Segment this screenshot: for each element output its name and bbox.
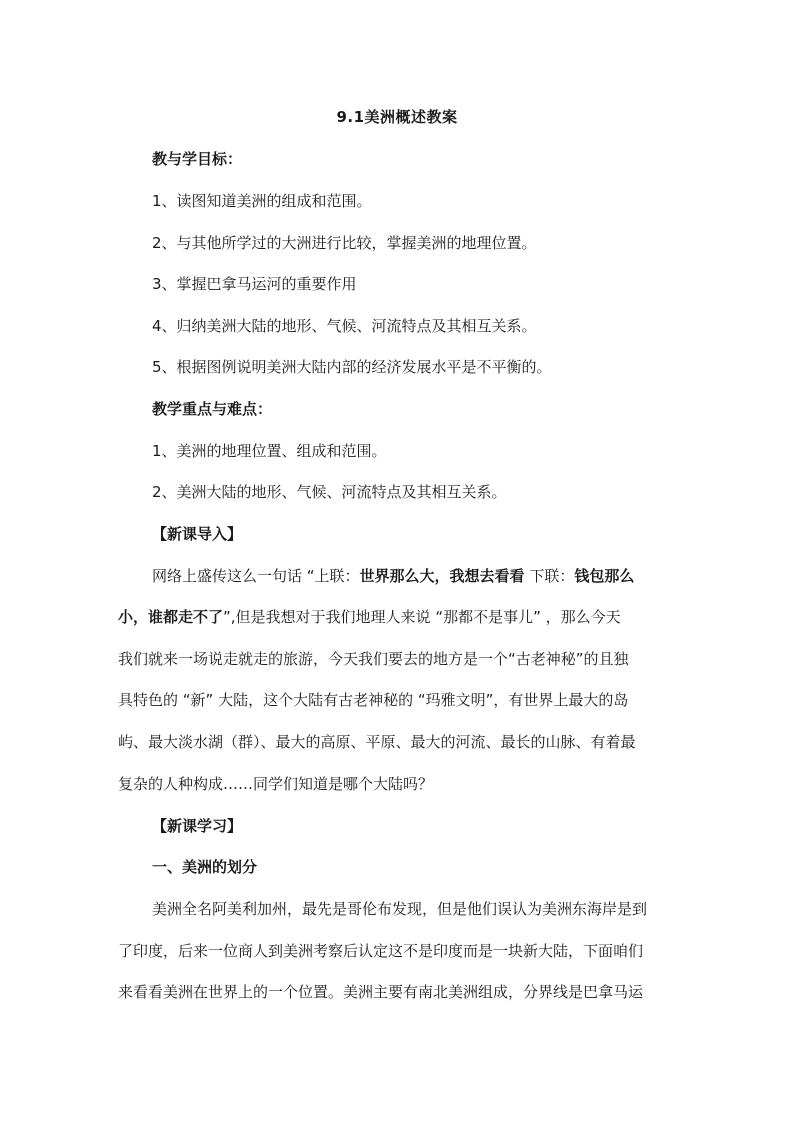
study-heading: 【新课学习】 <box>152 817 243 835</box>
intro-heading: 【新课导入】 <box>152 525 243 543</box>
objective-item: 3、掌握巴拿马运河的重要作用 <box>152 275 357 293</box>
study-line-3: 来看看美洲在世界上的一个位置。美洲主要有南北美洲组成，分界线是巴拿马运 <box>118 983 644 1001</box>
objective-item: 4、归纳美洲大陆的地形、气候、河流特点及其相互关系。 <box>152 317 537 335</box>
objective-item: 5、根据图例说明美洲大陆内部的经济发展水平是不平衡的。 <box>152 358 552 376</box>
intro-line-3: 我们就来一场说走就走的旅游，今天我们要去的地方是一个“古老神秘”的且独 <box>118 650 629 668</box>
objective-item: 1、读图知道美洲的组成和范围。 <box>152 192 372 210</box>
document-title: 9.1美洲概述教案 <box>336 108 458 126</box>
intro-line-1-bold-1: 世界那么大，我想去看看 <box>359 567 525 585</box>
key-points-heading: 教学重点与难点： <box>152 400 273 418</box>
key-point-item: 2、美洲大陆的地形、气候、河流特点及其相互关系。 <box>152 483 507 501</box>
intro-line-2-bold: 小，谁都走不了 <box>118 608 224 626</box>
key-point-item: 1、美洲的地理位置、组成和范围。 <box>152 442 387 460</box>
intro-line-1-pre: 网络上盛传这么一句话 “上联： <box>152 567 360 585</box>
objective-item: 2、与其他所学过的大洲进行比较，掌握美洲的地理位置。 <box>152 234 537 252</box>
objectives-heading: 教与学目标： <box>152 150 243 168</box>
study-line-2: 了印度，后来一位商人到美洲考察后认定这不是印度而是一块新大陆，下面咱们 <box>118 942 644 960</box>
intro-line-2 <box>118 606 678 628</box>
intro-line-5: 屿、最大淡水湖（群）、最大的高原、平原、最大的河流、最长的山脉、有着最 <box>118 733 636 751</box>
intro-line-2-post: ”,但是我想对于我们地理人来说 “那都不是事儿” ，那么今天 <box>223 608 621 626</box>
intro-line-4: 具特色的 “新” 大陆，这个大陆有古老神秘的 “玛雅文明”，有世界上最大的岛 <box>118 691 629 709</box>
intro-line-1-mid: 下联： <box>524 567 575 585</box>
study-line-1: 美洲全名阿美利加州，最先是哥伦布发现，但是他们误认为美洲东海岸是到 <box>152 900 648 918</box>
section-1-heading: 一、美洲的划分 <box>152 858 258 876</box>
intro-line-1-bold-2: 钱包那么 <box>574 567 635 585</box>
intro-line-6: 复杂的人种构成……同学们知道是哪个大陆吗？ <box>118 775 434 793</box>
intro-line-1 <box>152 565 678 587</box>
